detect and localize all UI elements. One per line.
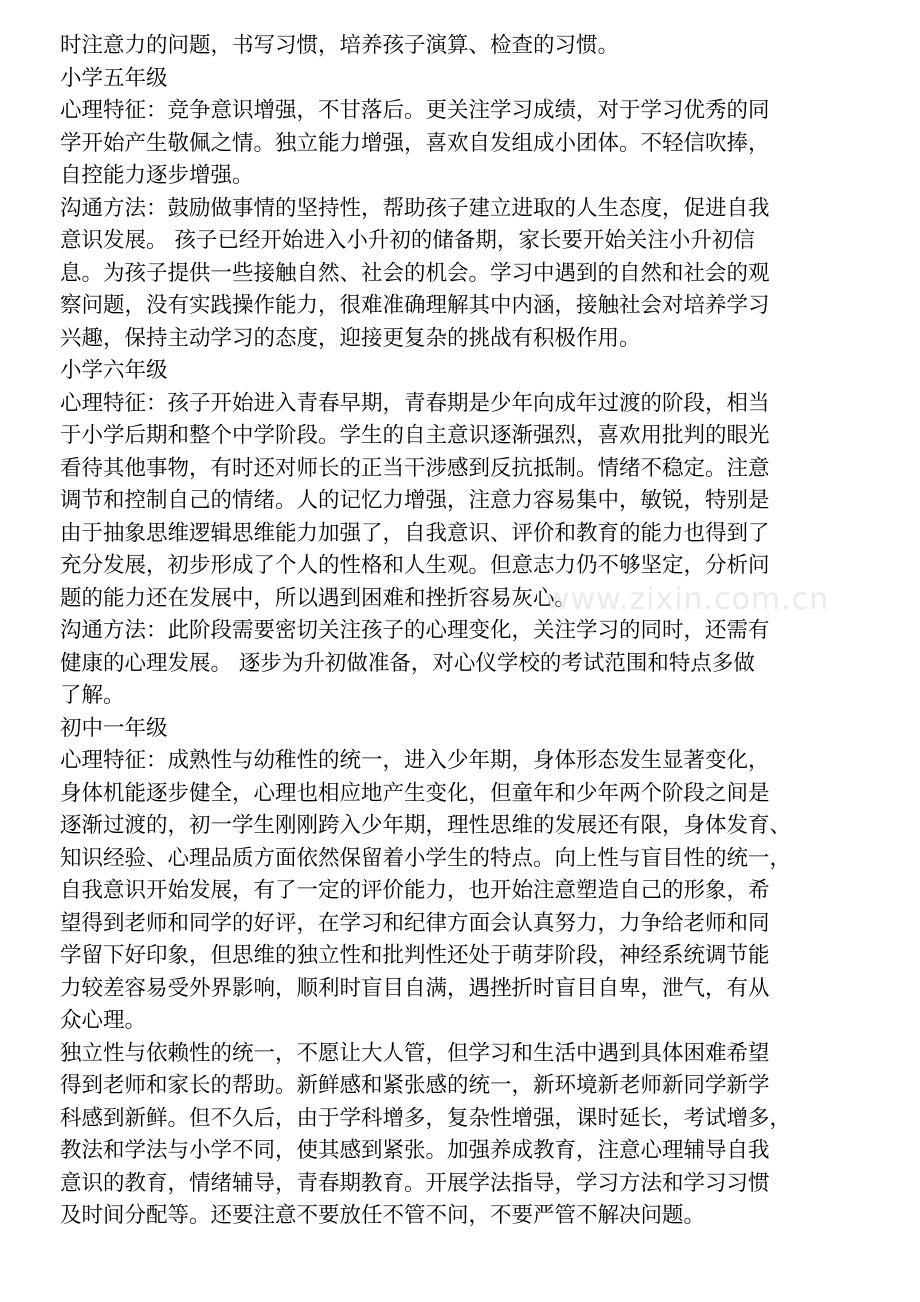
watermark: www.zixin.com.cn bbox=[545, 582, 830, 617]
text-line: 息。为孩子提供一些接触自然、社会的机会。学习中遇到的自然和社会的观 bbox=[60, 260, 770, 286]
text-line: 题的能力还在发展中，所以遇到困难和挫折容易灰心。 bbox=[60, 585, 577, 611]
text-line: 得到老师和家长的帮助。新鲜感和紧张感的统一，新环境新老师新同学新学 bbox=[60, 1073, 770, 1098]
text-line: 由于抽象思维逻辑思维能力加强了，自我意识、评价和教育的能力也得到了 bbox=[60, 520, 770, 546]
text-line: 意识的教育，情绪辅导，青春期教育。开展学法指导，学习方法和学习习惯 bbox=[60, 1170, 770, 1196]
text-line: 健康的心理发展。 逐步为升初做准备，对心仪学校的考试范围和特点多做 bbox=[60, 650, 755, 676]
text-line: 及时间分配等。还要注意不要放任不管不问，不要严管不解决问题。 bbox=[60, 1203, 706, 1228]
text-line: 时注意力的问题，书写习惯，培养孩子演算、检查的习惯。 bbox=[60, 33, 620, 58]
text-line: 沟通方法：鼓励做事情的坚持性，帮助孩子建立进取的人生态度，促进自我 bbox=[60, 195, 770, 221]
text-line: 众心理。 bbox=[60, 1008, 147, 1033]
section-heading: 小学六年级 bbox=[60, 358, 168, 383]
text-line: 兴趣，保持主动学习的态度，迎接更复杂的挑战有积极作用。 bbox=[60, 325, 641, 351]
text-line: 学开始产生敬佩之情。独立能力增强，喜欢自发组成小团体。不轻信吹捧， bbox=[60, 130, 770, 156]
text-line: 学留下好印象，但思维的独立性和批判性还处于萌芽阶段，神经系统调节能 bbox=[60, 943, 770, 968]
text-line: 调节和控制自己的情绪。人的记忆力增强，注意力容易集中，敏锐，特别是 bbox=[60, 488, 770, 513]
text-line: 察问题，没有实践操作能力，很难准确理解其中内涵，接触社会对培养学习 bbox=[60, 293, 770, 318]
text-line: 心理特征：成熟性与幼稚性的统一，进入少年期，身体形态发生显著变化， bbox=[60, 748, 770, 773]
text-line: 逐渐过渡的，初一学生刚刚跨入少年期，理性思维的发展还有限，身体发育、 bbox=[60, 813, 792, 838]
text-line: 沟通方法：此阶段需要密切关注孩子的心理变化，关注学习的同时，还需有 bbox=[60, 618, 770, 643]
text-line: 科感到新鲜。但不久后，由于学科增多，复杂性增强，课时延长，考试增多， bbox=[60, 1105, 792, 1131]
text-line: 望得到老师和同学的好评，在学习和纪律方面会认真努力，力争给老师和同 bbox=[60, 910, 770, 936]
text-line: 知识经验、心理品质方面依然保留着小学生的特点。向上性与盲目性的统一， bbox=[60, 845, 792, 871]
section-heading: 小学五年级 bbox=[60, 65, 168, 91]
text-line: 意识发展。 孩子已经开始进入小升初的储备期，家长要开始关注小升初信 bbox=[60, 228, 755, 253]
text-line: 力较差容易受外界影响，顺利时盲目自满，遇挫折时盲目自卑，泄气，有从 bbox=[60, 975, 770, 1001]
section-heading: 初中一年级 bbox=[60, 715, 168, 741]
text-line: 心理特征：孩子开始进入青春早期，青春期是少年向成年过渡的阶段，相当 bbox=[60, 390, 770, 416]
text-line: 身体机能逐步健全，心理也相应地产生变化，但童年和少年两个阶段之间是 bbox=[60, 780, 770, 806]
text-line: 充分发展，初步形成了个人的性格和人生观。但意志力仍不够坚定，分析问 bbox=[60, 553, 770, 578]
text-line: 自控能力逐步增强。 bbox=[60, 163, 254, 188]
text-line: 教法和学法与小学不同，使其感到紧张。加强养成教育，注意心理辅导自我 bbox=[60, 1138, 770, 1163]
text-line: 了解。 bbox=[60, 683, 125, 708]
text-line: 看待其他事物，有时还对师长的正当干涉感到反抗抵制。情绪不稳定。注意 bbox=[60, 455, 770, 481]
text-line: 独立性与依赖性的统一，不愿让大人管，但学习和生活中遇到具体困难希望 bbox=[60, 1040, 770, 1066]
text-line: 心理特征：竞争意识增强，不甘落后。更关注学习成绩，对于学习优秀的同 bbox=[60, 98, 770, 123]
text-line: 于小学后期和整个中学阶段。学生的自主意识逐渐强烈，喜欢用批判的眼光 bbox=[60, 423, 770, 448]
text-line: 自我意识开始发展，有了一定的评价能力，也开始注意塑造自己的形象，希 bbox=[60, 878, 770, 903]
